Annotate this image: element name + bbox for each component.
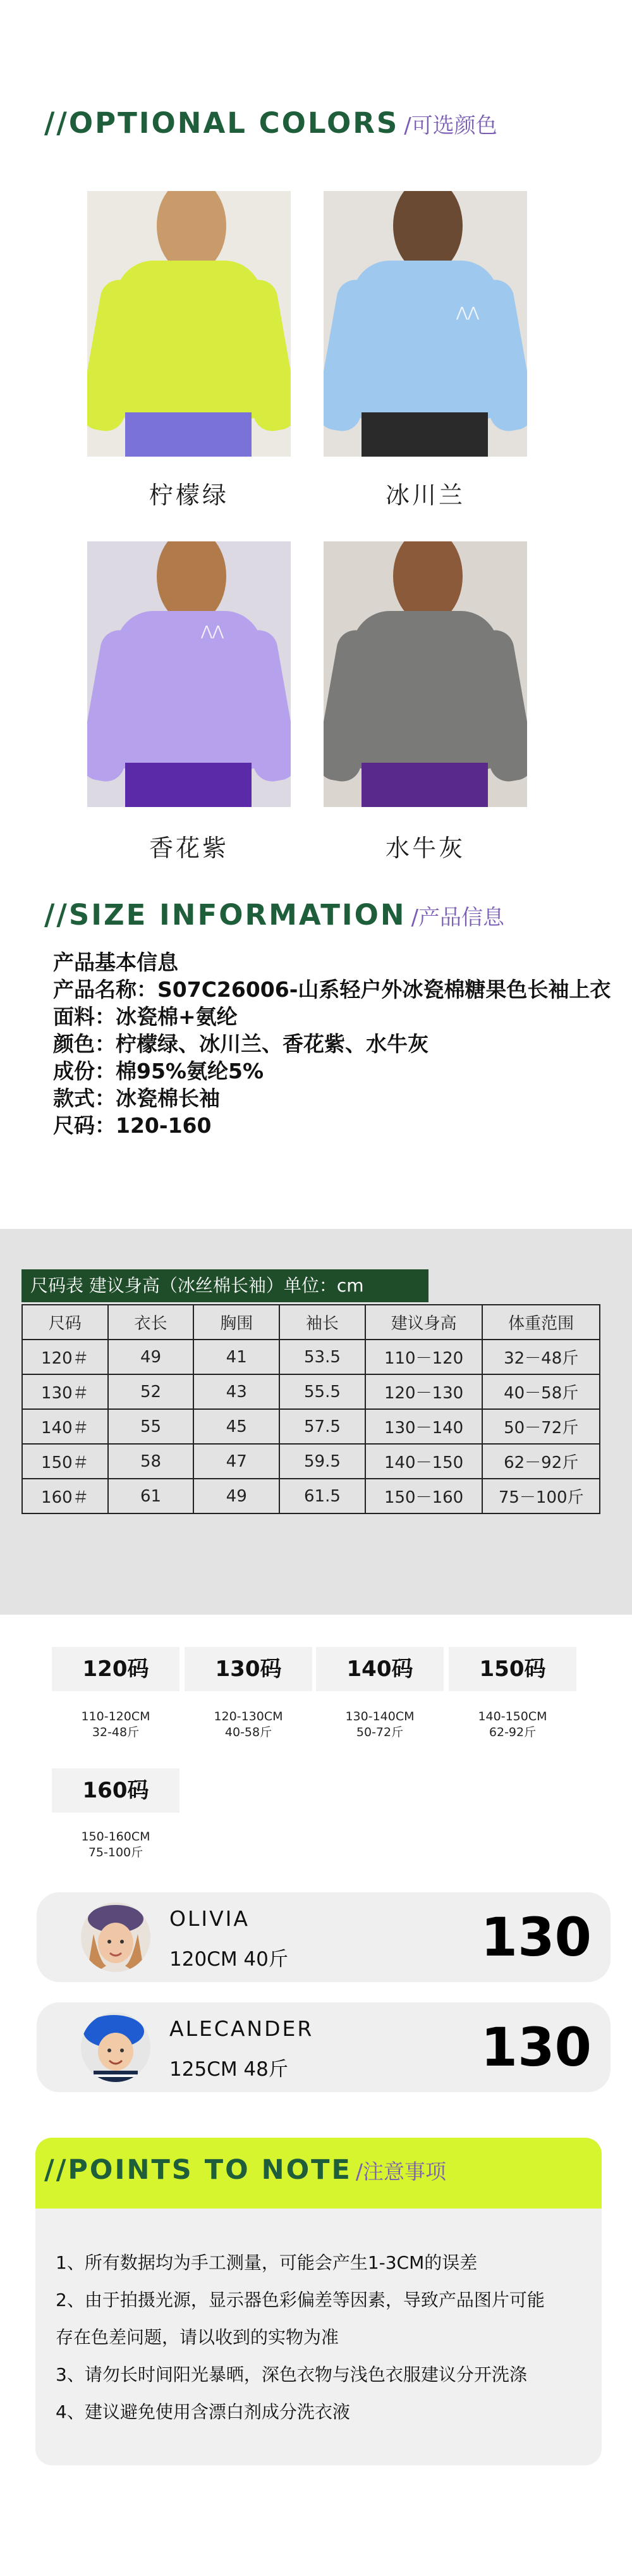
table-header-row (22, 1305, 600, 1340)
table-cell: 41 (193, 1340, 279, 1374)
table-cell: 61.5 (279, 1479, 365, 1513)
table-header-cell: 建议身高 (365, 1305, 483, 1340)
table-header-cell: 胸围 (193, 1305, 279, 1340)
pants (362, 763, 488, 807)
model-name: ALECANDER (169, 2016, 314, 2041)
shirt (116, 261, 262, 419)
table-row (22, 1479, 600, 1513)
table-cell: 58 (108, 1444, 194, 1479)
size-section-title (44, 898, 504, 932)
table-cell: 150－160 (365, 1479, 483, 1513)
chip-height: 130-140CM (345, 1710, 415, 1723)
note-line: 1、所有数据均为手工测量，可能会产生1-3CM的误差 (56, 2252, 478, 2273)
product-info (53, 949, 611, 1139)
table-cell: 50－72斤 (482, 1409, 600, 1444)
size-title-cn: /产品信息 (411, 905, 505, 930)
info-product-name: 产品名称：S07C26006-山系轻户外冰瓷棉糖果色长袖上衣 (53, 977, 611, 1002)
size-chip-120-details (52, 1709, 179, 1741)
table-cell: 32－48斤 (482, 1340, 600, 1374)
swatch-glacier-blue (324, 191, 527, 457)
table-cell: 49 (108, 1340, 194, 1374)
size-table-caption: 尺码表 建议身高（冰丝棉长袖）单位：cm (21, 1269, 428, 1302)
chip-height: 120-130CM (214, 1710, 283, 1723)
note-lines (56, 2244, 593, 2431)
chip-height: 150-160CM (81, 1830, 150, 1844)
table-cell: 160＃ (22, 1479, 108, 1513)
table-cell: 47 (193, 1444, 279, 1479)
info-style: 款式：冰瓷棉长袖 (53, 1086, 220, 1111)
table-row (22, 1340, 600, 1374)
shirt (116, 611, 262, 769)
table-row (22, 1409, 600, 1444)
avatar (81, 2012, 150, 2082)
table-cell: 49 (193, 1479, 279, 1513)
swatch-label-buffalo-grey: 水牛灰 (385, 834, 465, 862)
model-size: 130 (480, 2016, 592, 2078)
model-spec: 120CM 40斤 (169, 1948, 288, 1971)
note-line: 4、建议避免使用含漂白剂成分洗衣液 (56, 2401, 350, 2422)
colors-title-cn: /可选颜色 (404, 113, 497, 139)
model-spec: 125CM 48斤 (169, 2058, 288, 2081)
model-size: 130 (480, 1906, 592, 1968)
mountain-logo-icon: ⋀⋀ (456, 305, 480, 321)
chip-weight: 40-58斤 (224, 1725, 272, 1739)
table-cell: 55.5 (279, 1374, 365, 1409)
table-row (22, 1444, 600, 1479)
table-cell: 53.5 (279, 1340, 365, 1374)
size-chip-140-details (316, 1709, 444, 1741)
size-chip-130-details (185, 1709, 312, 1741)
info-size: 尺码：120-160 (53, 1113, 212, 1138)
note-title-en: //POINTS TO NOTE (44, 2154, 352, 2186)
table-header-cell: 袖长 (279, 1305, 365, 1340)
size-chip-130: 130码 (185, 1647, 312, 1691)
table-cell: 110－120 (365, 1340, 483, 1374)
note-line: 3、请勿长时间阳光暴晒，深色衣物与浅色衣服建议分开洗涤 (56, 2364, 527, 2385)
mountain-logo-icon: ⋀⋀ (201, 624, 224, 639)
chip-height: 140-150CM (478, 1710, 547, 1723)
table-cell: 59.5 (279, 1444, 365, 1479)
shirt (352, 611, 499, 769)
size-chip-160: 160码 (52, 1768, 179, 1813)
swatch-buffalo-grey (324, 541, 527, 807)
info-composition: 成份：棉95%氨纶5% (53, 1059, 264, 1083)
table-cell: 45 (193, 1409, 279, 1444)
table-cell: 120－130 (365, 1374, 483, 1409)
swatch-label-lemon-green: 柠檬绿 (149, 481, 229, 509)
size-chip-120: 120码 (52, 1647, 179, 1691)
avatar (81, 1902, 150, 1972)
table-header-cell: 衣长 (108, 1305, 194, 1340)
size-table (21, 1304, 600, 1514)
chip-weight: 50-72斤 (356, 1725, 404, 1739)
pants (362, 412, 488, 457)
swatch-flower-purple (87, 541, 291, 807)
table-cell: 61 (108, 1479, 194, 1513)
swatch-label-flower-purple: 香花紫 (149, 834, 229, 862)
table-cell: 40－58斤 (482, 1374, 600, 1409)
table-cell: 130－140 (365, 1409, 483, 1444)
model-card-alecander (37, 2002, 611, 2092)
note-title-cn: /注意事项 (355, 2159, 446, 2184)
table-cell: 150＃ (22, 1444, 108, 1479)
table-header-cell: 体重范围 (482, 1305, 600, 1340)
swatch-lemon-green (87, 191, 291, 457)
note-title (44, 2154, 446, 2186)
pants (125, 763, 252, 807)
table-cell: 75－100斤 (482, 1479, 600, 1513)
note-line: 存在色差问题，请以收到的实物为准 (56, 2327, 339, 2348)
colors-section-title (44, 106, 497, 140)
chip-weight: 75-100斤 (88, 1846, 143, 1859)
info-heading: 产品基本信息 (53, 950, 178, 975)
note-line: 2、由于拍摄光源，显示器色彩偏差等因素，导致产品图片可能 (56, 2289, 545, 2310)
points-to-note-box (35, 2138, 602, 2465)
colors-title-en: //OPTIONAL COLORS (44, 106, 399, 140)
size-title-en: //SIZE INFORMATION (44, 898, 406, 932)
table-cell: 62－92斤 (482, 1444, 600, 1479)
pants (125, 412, 252, 457)
shirt (352, 261, 499, 419)
info-colors: 颜色：柠檬绿、冰川兰、香花紫、水牛灰 (53, 1032, 428, 1056)
chip-weight: 32-48斤 (92, 1725, 140, 1739)
table-cell: 55 (108, 1409, 194, 1444)
chip-weight: 62-92斤 (489, 1725, 537, 1739)
chip-height: 110-120CM (81, 1710, 150, 1723)
size-chip-140: 140码 (316, 1647, 444, 1691)
table-header-cell: 尺码 (22, 1305, 108, 1340)
table-cell: 52 (108, 1374, 194, 1409)
table-row (22, 1374, 600, 1409)
size-chip-150-details (449, 1709, 576, 1741)
table-cell: 140＃ (22, 1409, 108, 1444)
swatch-label-glacier-blue: 冰川兰 (385, 481, 465, 509)
table-cell: 120＃ (22, 1340, 108, 1374)
table-cell: 57.5 (279, 1409, 365, 1444)
table-cell: 140－150 (365, 1444, 483, 1479)
model-name: OLIVIA (169, 1906, 250, 1931)
size-chip-150: 150码 (449, 1647, 576, 1691)
model-card-olivia (37, 1892, 611, 1982)
table-cell: 130＃ (22, 1374, 108, 1409)
size-chip-160-details (52, 1829, 179, 1861)
info-fabric: 面料：冰瓷棉+氨纶 (53, 1004, 238, 1029)
table-cell: 43 (193, 1374, 279, 1409)
